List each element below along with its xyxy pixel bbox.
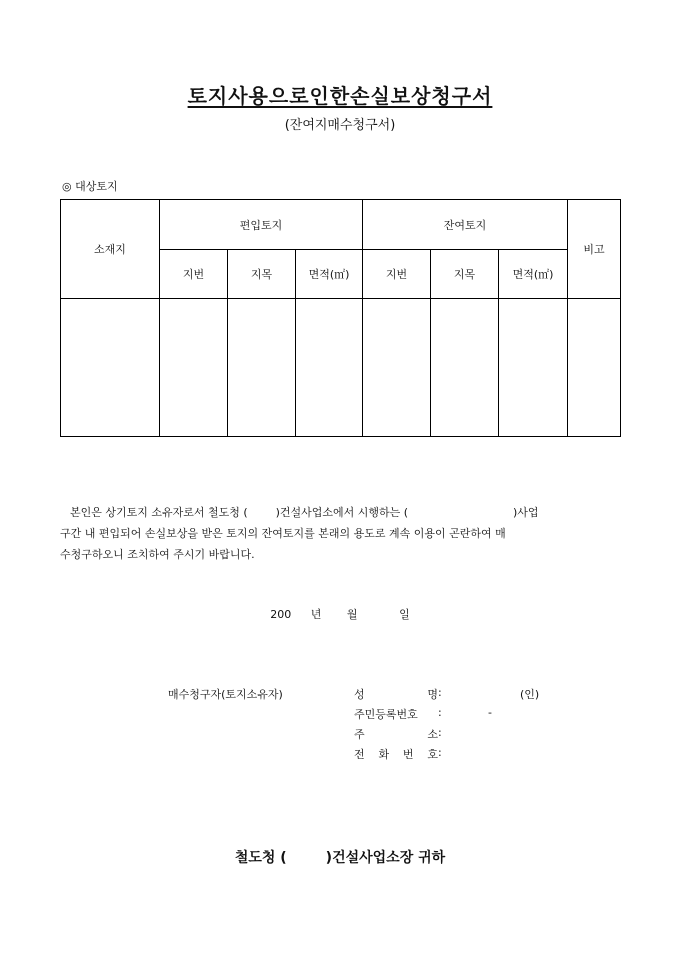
name-label: 성 명 [354,688,438,701]
request-statement [60,502,620,565]
land-table [60,199,621,437]
address-field[interactable]: 주 소 : [354,726,442,741]
date-month-unit: 월 [346,608,358,621]
remaining-area-header: 면적(㎡) [499,250,568,299]
name-field[interactable]: 성 명 : (인) [354,686,540,701]
applicant-label: 매수청구자(토지소유자) [168,688,283,701]
date-year-unit: 년 [310,608,322,621]
document-title: 토지사용으로인한손실보상청구서 [187,84,493,108]
applicant-fields [354,686,574,766]
resident-number-field[interactable]: 주민등록번호 : - [354,706,492,721]
date-day-unit: 일 [399,608,410,621]
section-heading [62,178,118,194]
document-subtitle: (잔여지매수청구서) [284,118,396,133]
location-cell[interactable] [61,299,160,437]
seal-mark: (인) [520,688,540,701]
statement-line: 본인은 상기토지 소유자로서 철도청 ( )건설사업소에서 시행하는 ( )사업 [70,506,539,519]
statement-line: 구간 내 편입되어 손실보상을 받은 토지의 잔여토지를 본래의 용도로 계속 이용이 곤란하여 매 [60,527,506,540]
incorporated-land-header: 편입토지 [160,200,363,250]
table-row [61,299,621,437]
incorporated-lot-number-cell[interactable] [160,299,228,437]
remaining-land-category-header: 지목 [431,250,499,299]
incorporated-lot-number-header: 지번 [160,250,228,299]
location-header: 소재지 [61,200,160,299]
section-label: 대상토지 [75,180,118,193]
remarks-cell[interactable] [568,299,621,437]
remaining-lot-number-header: 지번 [363,250,431,299]
remaining-land-header: 잔여토지 [363,200,568,250]
date-year: 200 [270,608,292,621]
resident-number-label: 주민등록번호 [354,708,418,721]
remaining-area-cell[interactable] [499,299,568,437]
date-line [0,606,680,622]
remaining-land-category-cell[interactable] [431,299,499,437]
incorporated-land-category-cell[interactable] [228,299,296,437]
phone-field[interactable]: 전 화 번 호 : [354,746,442,761]
double-circle-icon: ◎ [62,180,72,193]
address-label: 주 소 [354,728,438,741]
addressee: 철도청 ( )건설사업소장 귀하 [234,850,446,866]
incorporated-area-header: 면적(㎡) [296,250,363,299]
remarks-header: 비고 [568,200,621,299]
remaining-lot-number-cell[interactable] [363,299,431,437]
incorporated-area-cell[interactable] [296,299,363,437]
incorporated-land-category-header: 지목 [228,250,296,299]
phone-label: 전 화 번 호 [354,748,438,761]
statement-line: 수청구하오니 조치하여 주시기 바랍니다. [60,548,255,561]
resident-number-dash: - [488,706,492,719]
